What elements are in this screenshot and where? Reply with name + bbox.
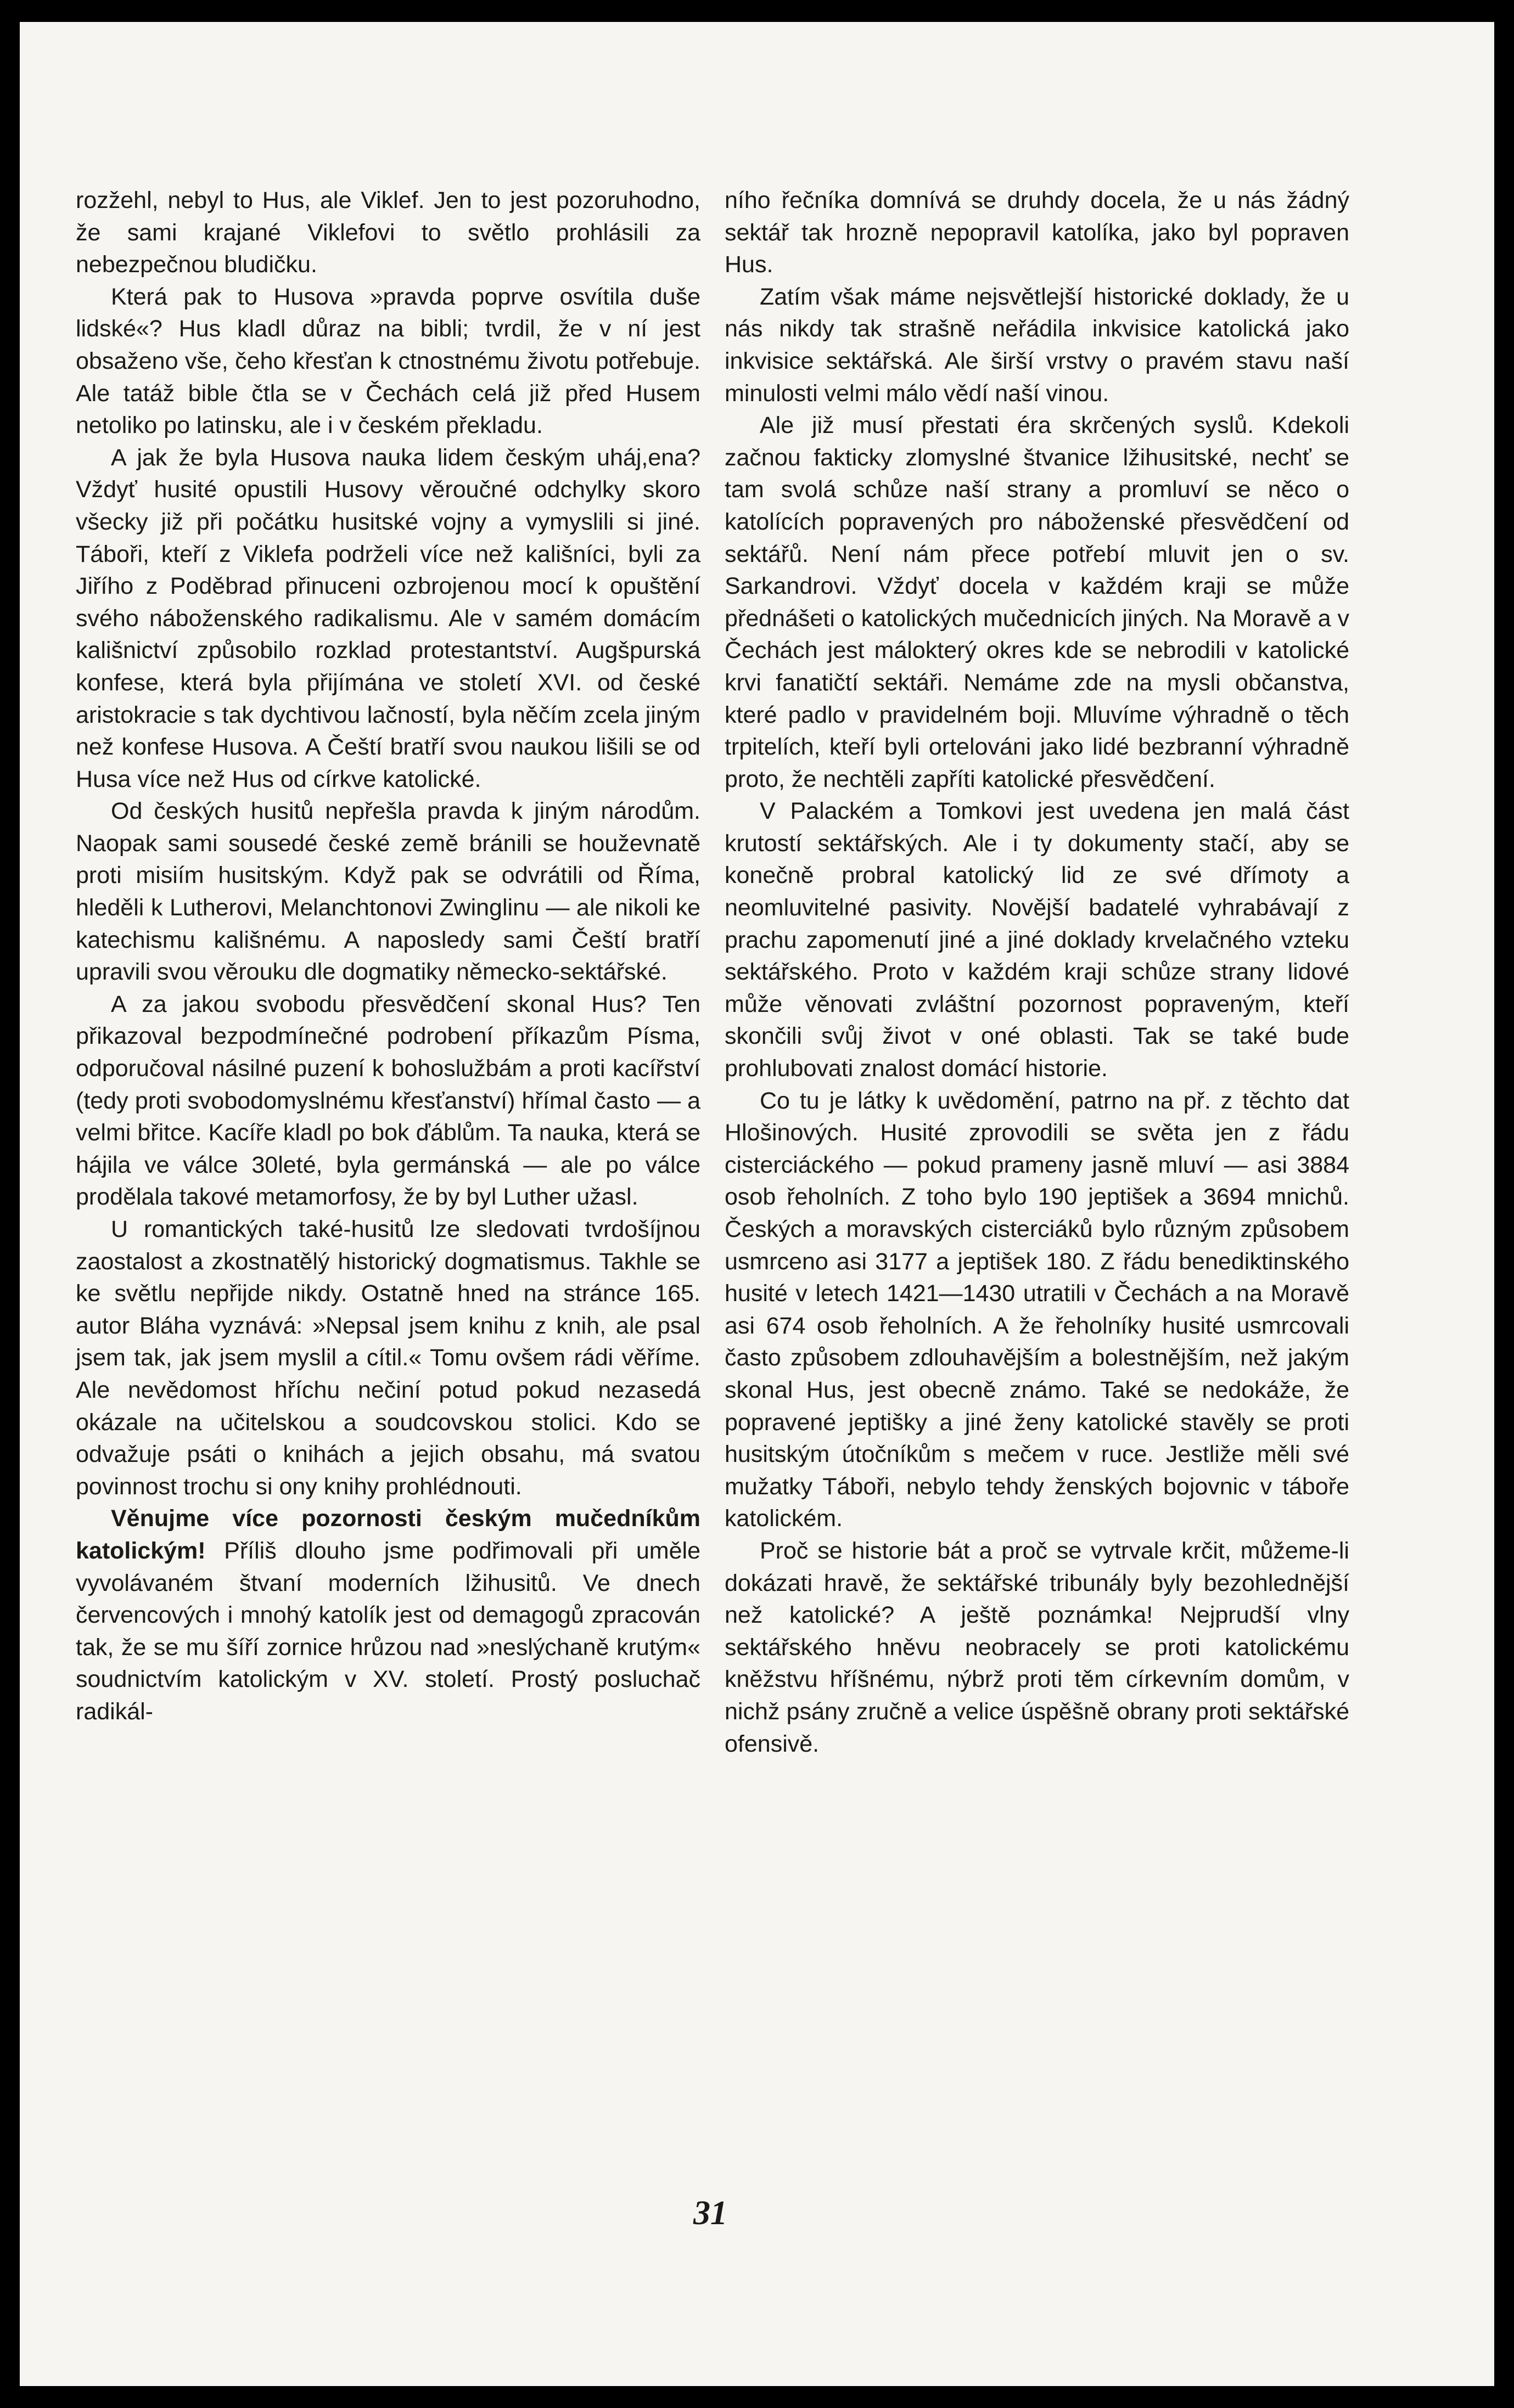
right-column: [725, 184, 1349, 1760]
appeal-continuation: Příliš dlouho jsme podřimovali při uměle vyvolávaném štvaní moderních lžihusitů. Ve dnech červencových i mnohý katolík jest od demagogů zpracován tak, že se mu šíří zornice hrůzou nad »neslýchaně krutým« soudnictvím katolickým v XV. století. Prostý posluchač radikál-: [76, 1537, 700, 1725]
left-paragraph-5: A za jakou svobodu přesvědčení skonal Hus? Ten přikazoval bezpodmínečné podrobení příkazům Písma, odporučoval násilné puzení k bohoslužbám a proti kacířství (tedy proti svobodomyslnému křesťanství) hřímal často — a velmi břitce. Kacíře kladl po bok ďáblům. Ta nauka, která se hájila ve válce 30leté, byla germánská — ale po válce prodělala takové metamorfosy, že by byl Luther užasl.: [76, 991, 700, 1211]
right-paragraph-5: Co tu je látky k uvědomění, patrno na př. z těchto dat Hlošinových. Husité zprovodili se světa jen z řádu cisterciáckého — pokud prameny jasně mluví — asi 3884 osob řeholních. Z toho bylo 190 jeptišek a 3694 mnichů. Českých a moravských cisterciáků bylo různým způsobem usmrceno asi 3177 a jeptišek 180. Z řádu benediktinského husité v letech 1421—1430 utratili v Čechách a na Moravě asi 674 osob řeholních. A že řeholníky husité usmrcovali často způsobem zdlouhavějším a bolestnějším, než jakým skonal Hus, jest obecně známo. Také se nedokáže, že popravené jeptišky a jiné ženy katolické stavěly se proti husitským útočníkům s mečem v ruce. Jestliže měli své mužatky Táboři, nebylo tehdy ženských bojovnic v táboře katolickém.: [725, 1087, 1349, 1532]
bold-appeal: Věnujme více pozornosti českým mučedníkům katolickým!: [76, 1505, 700, 1564]
left-paragraph-3: A jak že byla Husova nauka lidem českým uháj,ena? Vždyť husité opustili Husovy věroučné odchylky skoro všecky již při počátku husitské vojny a vymyslili si jiné. Táboři, kteří z Viklefa podrželi více než kališníci, byli za Jiřího z Poděbrad přinuceni ozbrojenou mocí k opuštění svého náboženského radikalismu. Ale v samém domácím kališnictví způsobilo rozklad protestantství. Augšpurská konfese, která byla přijímána ve století XVI. od české aristokracie s tak dychtivou lačností, byla něčím zcela jiným než konfese Husova. A Čeští bratří svou naukou lišili se od Husa více než Hus od církve katolické.: [76, 444, 700, 792]
right-paragraph-4: V Palackém a Tomkovi jest uvedena jen malá část krutostí sektářských. Ale i ty dokumenty stačí, aby se konečně probral katolický lid ze své dřímoty a neomluvitelné pasivity. Novější badatelé vyhrabávají z prachu zapomenutí jiné a jiné doklady krvelačného vzteku sektářského. Proto v každém kraji schůze strany lidové může věnovati zvláštní pozornost popraveným, kteří skončili svůj život v oné oblasti. Tak se také bude prohlubovati znalost domácí historie.: [725, 798, 1349, 1082]
right-paragraph-3: Ale již musí přestati éra skrčených syslů. Kdekoli začnou fakticky zlomyslné štvanice lžihusitské, nechť se tam svolá schůze naší strany a promluví se něco o katolících popravených pro náboženské přesvědčení od sektářů. Není nám přece potřebí mluvit jen o sv. Sarkandrovi. Vždyť docela v každém kraji se může přednášeti o katolických mučednicích jiných. Na Moravě a v Čechách jest málokterý okres kde se nebrodili v katolické krvi fanatičtí sektáři. Nemáme zde na mysli občanstva, které padlo v pravidelném boji. Mluvíme výhradně o těch trpitelích, kteří byli ortelováni jako lidé bezbranní výhradně proto, že nechtěli zapříti katolické přesvědčení.: [725, 412, 1349, 792]
right-paragraph-6: Proč se historie bát a proč se vytrvale krčit, můžeme-li dokázati hravě, že sektářské tribunály byly bezohlednější než katolické? A ještě poznámka! Nejprudší vlny sektářského hněvu neobracely se proti katolickému kněžstvu hříšnému, nýbrž proti těm církevním domům, v nichž psány zručně a velice úspěšně obrany proti sektářské ofensivě.: [725, 1537, 1349, 1757]
left-paragraph-6: U romantických také-husitů lze sledovati tvrdošíjnou zaostalost a zkostnatělý historický dogmatismus. Takhle se ke světlu nepřijde nikdy. Ostatně hned na stránce 165. autor Bláha vyznává: »Nepsal jsem knihu z knih, ale psal jsem tak, jak jsem myslil a cítil.« Tomu ovšem rádi věříme. Ale nevědomost hříchu nečiní potud pokud nezasedá okázale na učitelskou a soudcovskou stolici. Kdo se odvažuje psáti o knihách a jejich obsahu, má svatou povinnost trochu si ony knihy prohlédnouti.: [76, 1216, 700, 1500]
page-number: 31: [693, 2195, 727, 2232]
right-paragraph-2: Zatím však máme nejsvětlejší historické doklady, že u nás nikdy tak strašně neřádila inkvisice katolická jako inkvisice sektářská. Ale širší vrstvy o pravém stavu naší minulosti velmi málo vědí naší vinou.: [725, 283, 1349, 407]
right-paragraph-1: ního řečníka domnívá se druhdy docela, že u nás žádný sektář tak hrozně nepopravil katolíka, jako byl popraven Hus.: [725, 187, 1349, 278]
book-page: [20, 22, 1494, 2386]
left-paragraph-2: Která pak to Husova »pravda poprve osvítila duše lidské«? Hus kladl důraz na bibli; tvrdil, že v ní jest obsaženo vše, čeho křesťan k ctnostnému životu potřebuje. Ale tatáž bible čtla se v Čechách celá již před Husem netoliko po latinsku, ale i v českém překladu.: [76, 283, 700, 439]
left-paragraph-7: [76, 1503, 700, 1728]
left-column: [76, 184, 700, 1728]
left-paragraph-1: rozžehl, nebyl to Hus, ale Viklef. Jen to jest pozoruhodno, že sami krajané Viklefovi to světlo prohlásili za nebezpečnou bludičku.: [76, 187, 700, 278]
left-paragraph-4: Od českých husitů nepřešla pravda k jiným národům. Naopak sami sousedé české země bránili se houževnatě proti misiím husitským. Když pak se odvrátili od Říma, hleděli k Lutherovi, Melanchtonovi Zwinglinu — ale nikoli ke katechismu kališnému. A naposledy sami Čeští bratří upravili svou věrouku dle dogmatiky německo-sektářské.: [76, 798, 700, 986]
